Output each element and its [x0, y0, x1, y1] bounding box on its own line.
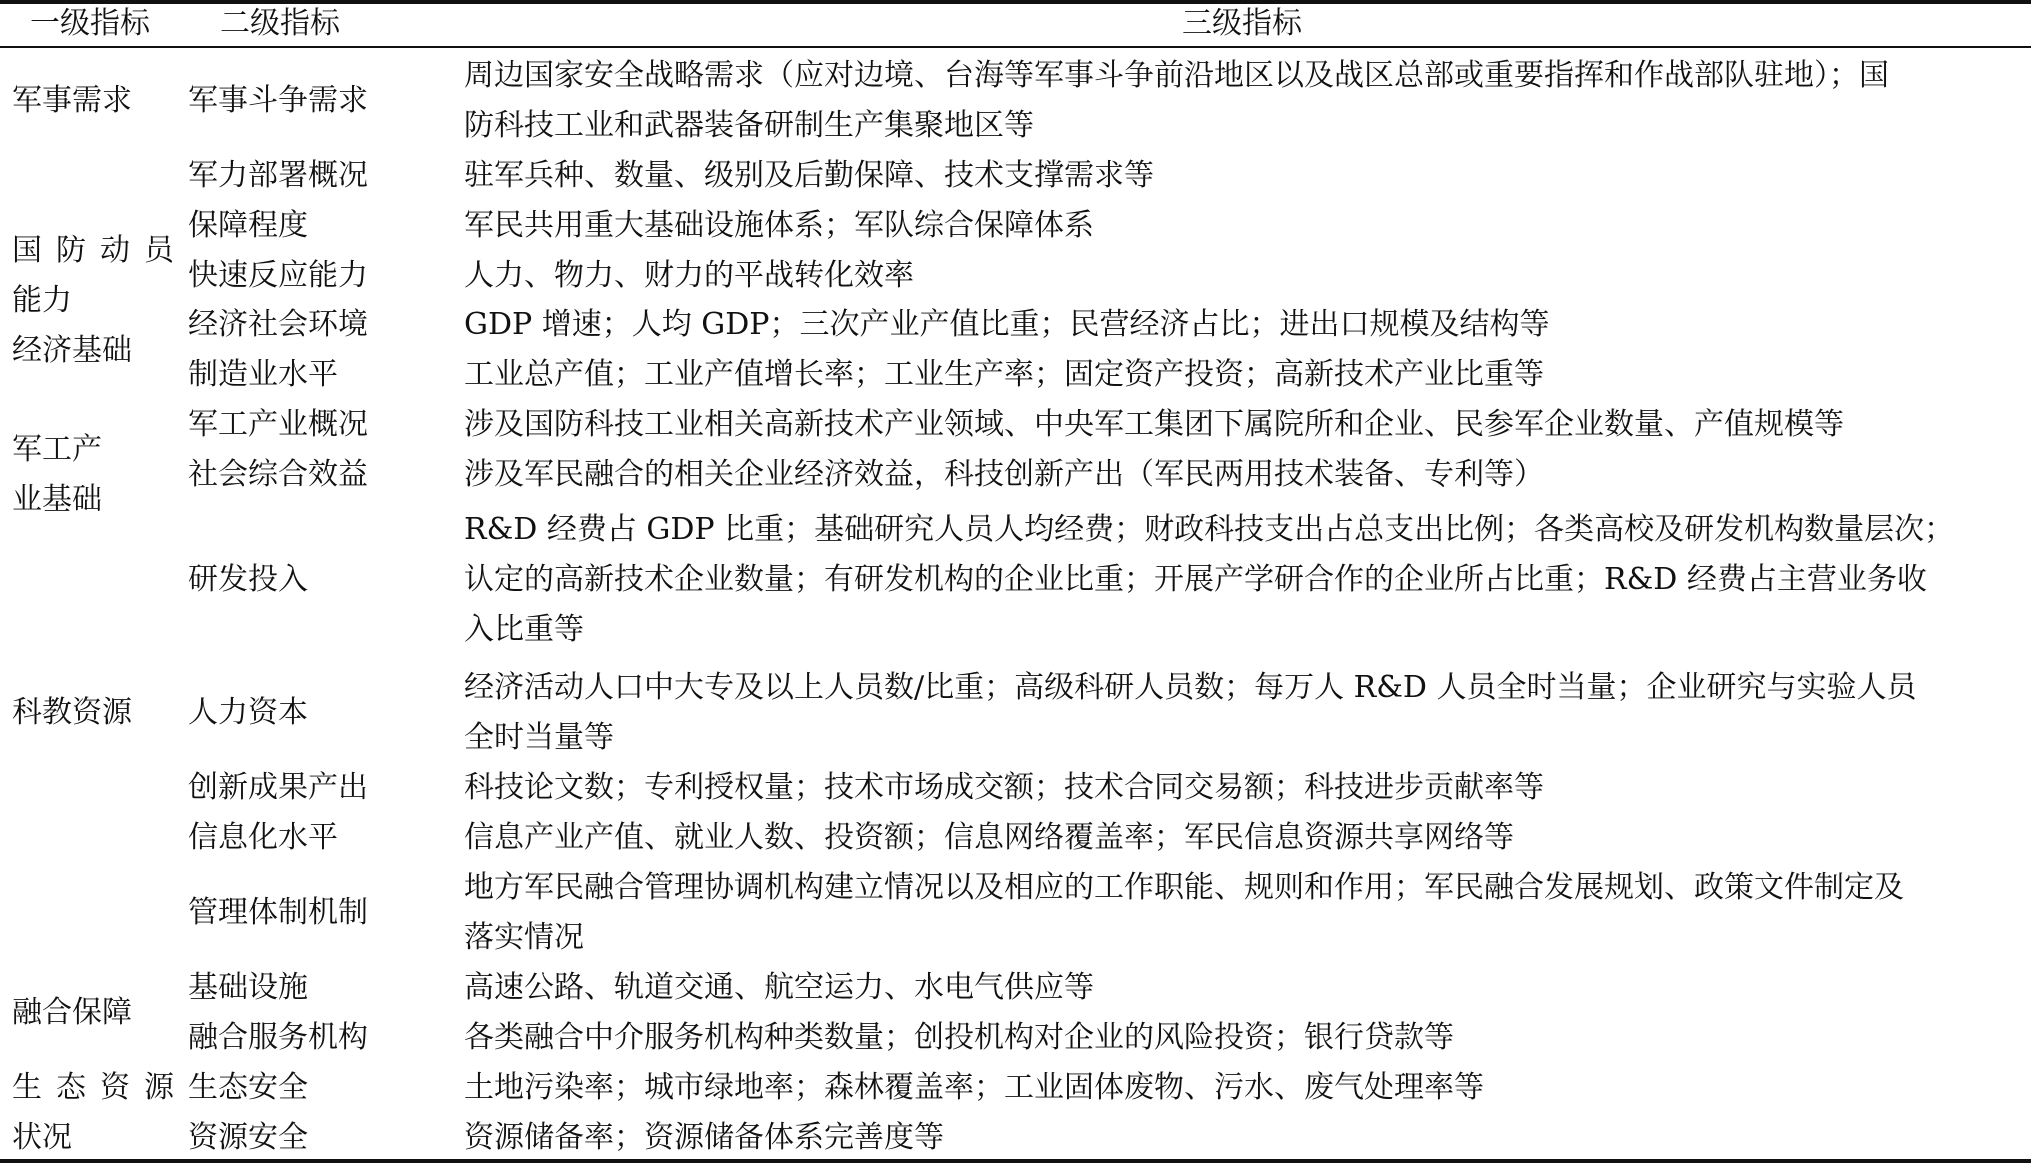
level1-ecology-line2: 状况 [12, 1120, 72, 1155]
level1-military-demand: 军事需求 [12, 83, 132, 118]
level3-service-agency: 各类融合中介服务机构种类数量；创投机构对企业的风险投资；银行贷款等 [464, 1020, 1454, 1055]
level3-eco-security: 土地污染率；城市绿地率；森林覆盖率；工业固体废物、污水、废气处理率等 [464, 1070, 1484, 1105]
header-level2: 二级指标 [220, 6, 340, 41]
level2-human-capital: 人力资本 [188, 695, 308, 730]
level3-management-line2: 落实情况 [464, 920, 584, 955]
level3-rd-input-line1: R&D 经费占 GDP 比重；基础研究人员人均经费；财政科技支出占总支出比例；各类高校及研发机构数量层次； [464, 512, 1955, 547]
level1-integration: 融合保障 [12, 995, 132, 1030]
level3-rd-input-line3: 入比重等 [464, 612, 584, 647]
level2-informatization: 信息化水平 [188, 820, 338, 855]
level2-resource-security: 资源安全 [188, 1120, 308, 1155]
level1-industry-line2: 业基础 [12, 482, 102, 517]
level3-informatization: 信息产业产值、就业人数、投资额；信息网络覆盖率；军民信息资源共享网络等 [464, 820, 1514, 855]
level2-force-deployment: 军力部署概况 [188, 158, 368, 193]
level2-management: 管理体制机制 [188, 895, 368, 930]
level2-service-agency: 融合服务机构 [188, 1020, 368, 1055]
level3-force-deployment: 驻军兵种、数量、级别及后勤保障、技术支撑需求等 [464, 158, 1154, 193]
level2-defense-industry: 军工产业概况 [188, 407, 368, 442]
level3-support-degree: 军民共用重大基础设施体系；军队综合保障体系 [464, 208, 1094, 243]
level3-management-line1: 地方军民融合管理协调机构建立情况以及相应的工作职能、规则和作用；军民融合发展规划、政策文件制定及 [464, 870, 1904, 905]
level1-sci-edu: 科教资源 [12, 695, 132, 730]
level2-social-benefit: 社会综合效益 [188, 457, 368, 492]
level2-rapid-response: 快速反应能力 [188, 258, 368, 293]
level1-mobilization-line1: 国防动员 [12, 233, 188, 268]
level3-infrastructure: 高速公路、轨道交通、航空运力、水电气供应等 [464, 970, 1094, 1005]
level2-econ-environment: 经济社会环境 [188, 307, 368, 342]
level2-eco-security: 生态安全 [188, 1070, 308, 1105]
level2-rd-input: 研发投入 [188, 562, 308, 597]
level1-industry-line1: 军工产 [12, 432, 102, 467]
level3-manufacturing: 工业总产值；工业产值增长率；工业生产率；固定资产投资；高新技术产业比重等 [464, 357, 1544, 392]
level3-social-benefit: 涉及军民融合的相关企业经济效益，科技创新产出（军民两用技术装备、专利等） [464, 457, 1544, 492]
level3-rapid-response: 人力、物力、财力的平战转化效率 [464, 258, 914, 293]
level3-human-capital-line2: 全时当量等 [464, 720, 614, 755]
level2-innovation-output: 创新成果产出 [188, 770, 368, 805]
table-header-rule [0, 46, 2031, 48]
level3-military-struggle-line1: 周边国家安全战略需求（应对边境、台海等军事斗争前沿地区以及战区总部或重要指挥和作战部队驻地）；国 [464, 58, 1889, 93]
header-level3: 三级指标 [1182, 6, 1302, 41]
header-level1: 一级指标 [30, 6, 150, 41]
level3-resource-security: 资源储备率；资源储备体系完善度等 [464, 1120, 944, 1155]
level2-manufacturing: 制造业水平 [188, 357, 338, 392]
level1-ecology-line1: 生态资源 [12, 1070, 188, 1105]
level3-econ-environment: GDP 增速；人均 GDP；三次产业产值比重；民营经济占比；进出口规模及结构等 [464, 307, 1550, 342]
level3-defense-industry: 涉及国防科技工业相关高新技术产业领域、中央军工集团下属院所和企业、民参军企业数量、产值规模等 [464, 407, 1844, 442]
level3-rd-input-line2: 认定的高新技术企业数量；有研发机构的企业比重；开展产学研合作的企业所占比重；R&D 经费占主营业务收 [464, 562, 1927, 597]
level2-support-degree: 保障程度 [188, 208, 308, 243]
level3-military-struggle-line2: 防科技工业和武器装备研制生产集聚地区等 [464, 108, 1034, 143]
level2-military-struggle: 军事斗争需求 [188, 83, 368, 118]
level1-economic-base: 经济基础 [12, 333, 132, 368]
level3-human-capital-line1: 经济活动人口中大专及以上人员数/比重；高级科研人员数；每万人 R&D 人员全时当量；企业研究与实验人员 [464, 670, 1917, 705]
level1-mobilization-line2: 能力 [12, 283, 72, 318]
level2-infrastructure: 基础设施 [188, 970, 308, 1005]
level3-innovation-output: 科技论文数；专利授权量；技术市场成交额；技术合同交易额；科技进步贡献率等 [464, 770, 1544, 805]
